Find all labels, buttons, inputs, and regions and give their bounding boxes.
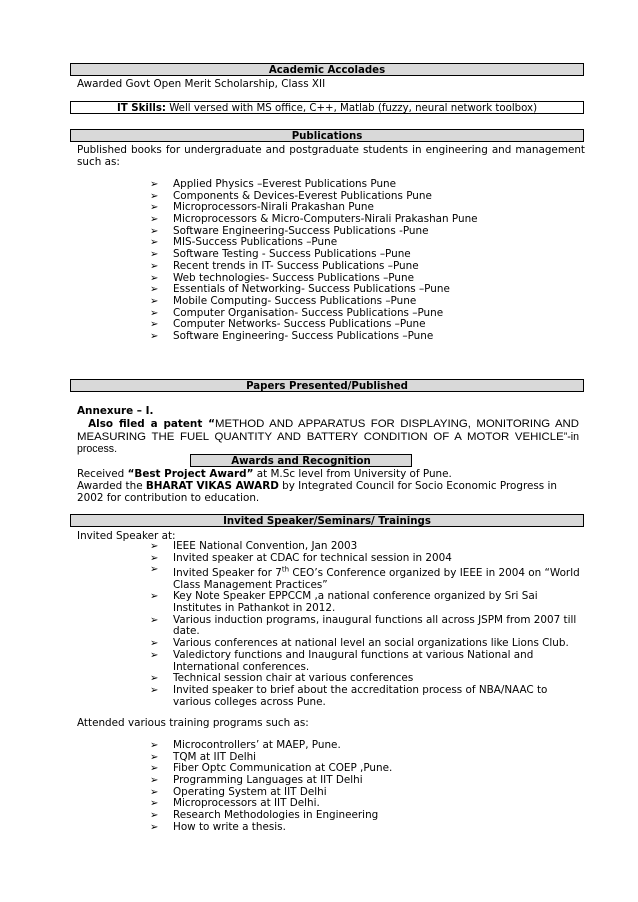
patent-text: Also filed a patent “METHOD AND APPARATUS FOR DISPLAYING, MONITORING AND MEASURING THE FUEL QUANTITY AND BATTERY CONDITION OF A MOTOR VEHICLE”-in process.	[77, 418, 579, 456]
list-item: ➢ Computer Networks- Success Publications –Pune	[150, 318, 426, 331]
arrowhead-bullet-icon: ➢	[150, 330, 159, 342]
arrowhead-bullet-icon: ➢	[150, 821, 159, 833]
list-item: ➢ Various conferences at national level an social organizations like Lions Club.	[150, 637, 569, 650]
arrowhead-bullet-icon: ➢	[150, 564, 159, 576]
list-item: ➢ Recent trends in IT- Success Publications –Pune	[150, 259, 419, 272]
list-item: ➢ TQM at IIT Delhi	[150, 750, 257, 763]
arrowhead-bullet-icon: ➢	[150, 319, 159, 331]
speaker-list	[150, 541, 580, 708]
list-item: ➢ Various induction programs, inaugural functions all across JSPM from 2007 till date.	[150, 613, 577, 638]
award-line-2: Awarded the BHARAT VIKAS AWARD by Integrated Council for Socio Economic Progress in 2002 for contribution to education.	[77, 480, 557, 504]
publications-list	[150, 179, 478, 343]
list-item: ➢ Operating System at IIT Delhi	[150, 785, 327, 798]
it-skills-box	[70, 101, 584, 114]
arrowhead-bullet-icon: ➢	[150, 260, 159, 272]
list-item: ➢ Valedictory functions and Inaugural functions at various National and International conferences.	[150, 648, 534, 673]
list-item: ➢ Components & Devices-Everest Publications Pune	[150, 189, 432, 202]
arrowhead-bullet-icon: ➢	[150, 307, 159, 319]
list-item: ➢ Computer Organisation- Success Publications –Pune	[150, 306, 444, 319]
publications-intro: Published books for undergraduate and postgraduate students in engineering and management such as:	[77, 144, 585, 168]
arrowhead-bullet-icon: ➢	[150, 798, 159, 810]
arrowhead-bullet-icon: ➢	[150, 284, 159, 296]
publications-heading: Publications	[70, 129, 584, 142]
list-item: ➢ Mobile Computing- Success Publications –Pune	[150, 294, 417, 307]
list-item: ➢ Technical session chair at various conferences	[150, 672, 414, 685]
awards-text	[77, 468, 585, 504]
academic-accolades-heading: Academic Accolades	[70, 63, 584, 76]
speaker-intro: Invited Speaker at:	[77, 530, 176, 542]
list-item: ➢ IEEE National Convention, Jan 2003	[150, 540, 358, 552]
annexure-label: Annexure – I.	[77, 405, 154, 417]
list-item: ➢ Research Methodologies in Engineering	[150, 809, 379, 822]
arrowhead-bullet-icon: ➢	[150, 214, 159, 226]
arrowhead-bullet-icon: ➢	[150, 591, 159, 603]
arrowhead-bullet-icon: ➢	[150, 775, 159, 787]
list-item: ➢ Microprocessors at IIT Delhi.	[150, 797, 320, 810]
list-item: ➢ Microprocessors & Micro-Computers-Nirali Prakashan Pune	[150, 213, 478, 226]
arrowhead-bullet-icon: ➢	[150, 179, 159, 190]
list-item: ➢ Essentials of Networking- Success Publications –Pune	[150, 283, 450, 296]
list-item: ➢ MIS-Success Publications –Pune	[150, 236, 338, 249]
list-item: ➢ Applied Physics –Everest Publications Pune	[150, 178, 397, 190]
list-item: ➢ Invited Speaker for 7th CEO’s Conference organized by IEEE in 2004 on “World Class Management Practices”	[150, 564, 580, 591]
arrowhead-bullet-icon: ➢	[150, 614, 159, 626]
awards-heading: Awards and Recognition	[190, 454, 412, 467]
speaker-heading: Invited Speaker/Seminars/ Trainings	[70, 514, 584, 527]
arrowhead-bullet-icon: ➢	[150, 763, 159, 775]
arrowhead-bullet-icon: ➢	[150, 202, 159, 214]
list-item: ➢ How to write a thesis.	[150, 820, 286, 833]
list-item: ➢ Invited speaker at CDAC for technical session in 2004	[150, 551, 452, 564]
it-skills-label: IT Skills:	[116, 103, 166, 114]
arrowhead-bullet-icon: ➢	[150, 225, 159, 237]
list-item: ➢ Programming Languages at IIT Delhi	[150, 774, 363, 787]
list-item: ➢ Microprocessors-Nirali Prakashan Pune	[150, 201, 374, 214]
list-item: ➢ Invited speaker to brief about the accreditation process of NBA/NAAC to various colleges across Pune.	[150, 683, 548, 708]
papers-heading: Papers Presented/Published	[70, 379, 584, 392]
arrowhead-bullet-icon: ➢	[150, 295, 159, 307]
arrowhead-bullet-icon: ➢	[150, 684, 159, 696]
arrowhead-bullet-icon: ➢	[150, 638, 159, 650]
list-item: ➢ Software Engineering- Success Publications –Pune	[150, 329, 434, 342]
arrowhead-bullet-icon: ➢	[150, 190, 159, 202]
arrowhead-bullet-icon: ➢	[150, 272, 159, 284]
training-list	[150, 740, 392, 834]
arrowhead-bullet-icon: ➢	[150, 237, 159, 249]
list-item: ➢ Fiber Optc Communication at COEP ,Pune.	[150, 762, 393, 775]
arrowhead-bullet-icon: ➢	[150, 786, 159, 798]
arrowhead-bullet-icon: ➢	[150, 751, 159, 763]
arrowhead-bullet-icon: ➢	[150, 249, 159, 261]
list-item: ➢ Web technologies- Success Publications –Pune	[150, 271, 414, 284]
arrowhead-bullet-icon: ➢	[150, 810, 159, 822]
list-item: ➢ Microcontrollers’ at MAEP, Pune.	[150, 739, 341, 751]
training-intro: Attended various training programs such as:	[77, 717, 309, 729]
list-item: ➢ Key Note Speaker EPPCCM ,a national conference organized by Sri Sai Institutes in Pathankot in 2012.	[150, 590, 538, 614]
list-item: ➢ Software Testing - Success Publications –Pune	[150, 248, 411, 261]
arrowhead-bullet-icon: ➢	[150, 552, 159, 564]
arrowhead-bullet-icon: ➢	[150, 673, 159, 685]
arrowhead-bullet-icon: ➢	[150, 649, 159, 661]
arrowhead-bullet-icon: ➢	[150, 740, 159, 751]
arrowhead-bullet-icon: ➢	[150, 541, 159, 552]
academic-accolades-text: Awarded Govt Open Merit Scholarship, Class XII	[77, 78, 326, 90]
it-skills-text: Well versed with MS office, C++, Matlab (fuzzy, neural network toolbox)	[165, 103, 538, 114]
list-item: ➢ Software Engineering-Success Publications -Pune	[150, 224, 429, 237]
award-line-1: Received “Best Project Award” at M.Sc level from University of Pune.	[77, 468, 452, 480]
